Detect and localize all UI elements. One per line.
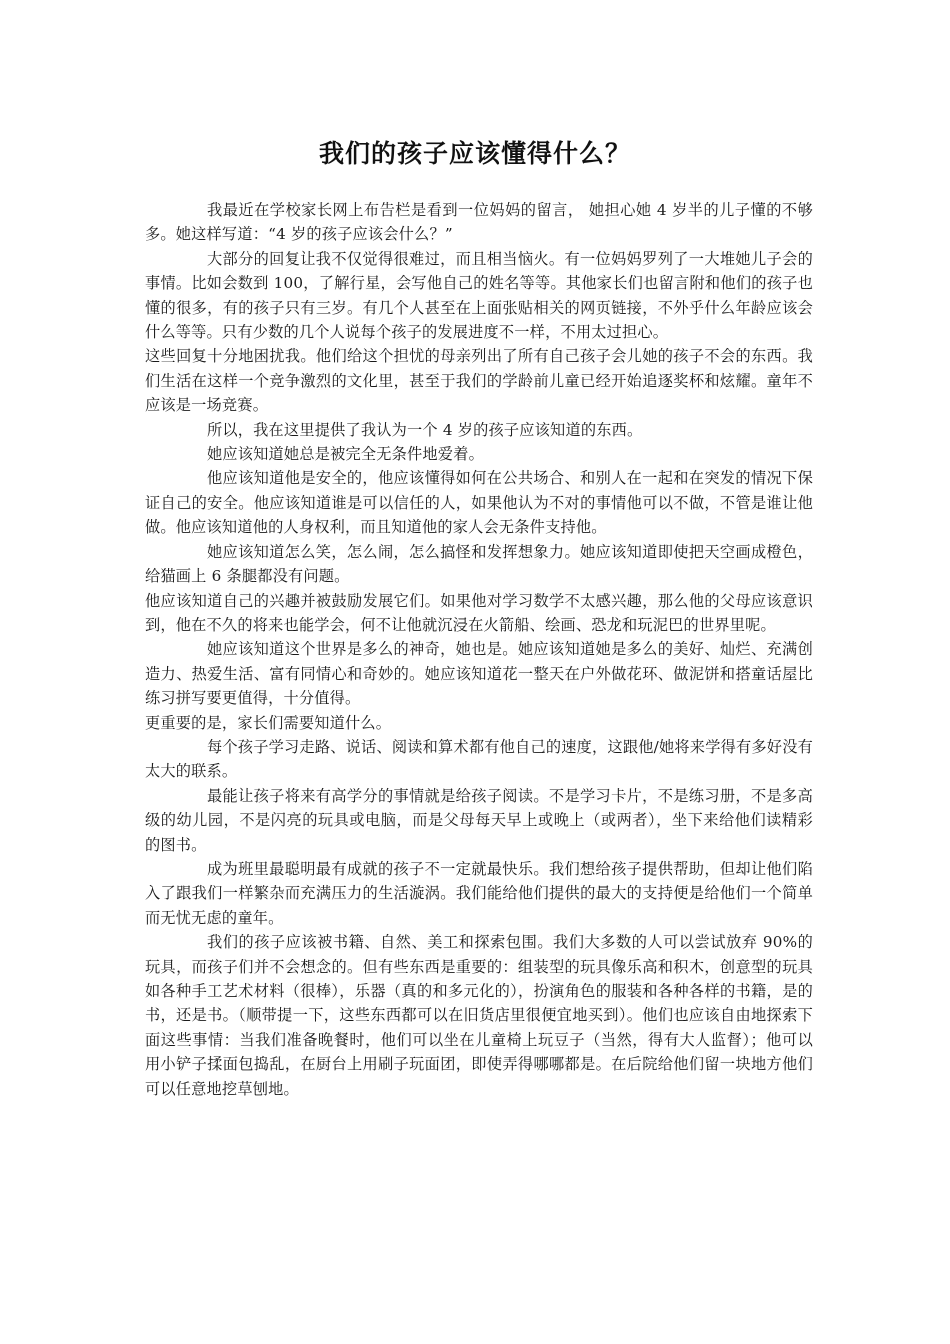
paragraph: 更重要的是，家长们需要知道什么。 — [145, 713, 392, 732]
paragraph: 她应该知道她总是被完全无条件地爱着。 — [207, 445, 484, 464]
paragraph: 我最近在学校家长网上布告栏是看到一位妈妈的留言， 她担心她 4 岁半的儿子懂的不够多。她这样写道：“4 岁的孩子应该会什么？” — [145, 201, 813, 244]
paragraph: 最能让孩子将来有高学分的事情就是给孩子阅读。不是学习卡片，不是练习册，不是多高级的幼儿园，不是闪亮的玩具或电脑，而是父母每天早上或晚上（或两者），坐下来给他们读精彩的图书。 — [145, 786, 813, 854]
paragraph: 成为班里最聪明最有成就的孩子不一定就最快乐。我们想给孩子提供帮助，但却让他们陷入了跟我们一样繁杂而充满压力的生活漩涡。我们能给他们提供的最大的支持便是给他们一个简单而无忧无虑的童年。 — [145, 859, 813, 927]
paragraph: 他应该知道他是安全的，他应该懂得如何在公共场合、和别人在一起和在突发的情况下保证自己的安全。他应该知道谁是可以信任的人，如果他认为不对的事情他可以不做，不管是谁让他做。他应该知道他的人身权利，而且知道他的家人会无条件支持他。 — [145, 469, 813, 537]
paragraph: 这些回复十分地困扰我。他们给这个担忧的母亲列出了所有自己孩子会儿她的孩子不会的东西。我们生活在这样一个竞争激烈的文化里，甚至于我们的学龄前儿童已经开始追逐奖杯和炫耀。童年不应该是一场竞赛。 — [145, 347, 813, 415]
paragraph: 她应该知道这个世界是多么的神奇，她也是。她应该知道她是多么的美好、灿烂、充满创造力、热爱生活、富有同情心和奇妙的。她应该知道花一整天在户外做花环、做泥饼和搭童话屋比练习拼写要更值得，十分值得。 — [145, 640, 813, 708]
paragraph: 所以，我在这里提供了我认为一个 4 岁的孩子应该知道的东西。 — [207, 420, 643, 439]
paragraph: 我们的孩子应该被书籍、自然、美工和探索包围。我们大多数的人可以尝试放弃 90%的玩具，而孩子们并不会想念的。但有些东西是重要的：组装型的玩具像乐高和积木，创意型的玩具如各种手工艺术材料（很棒），乐器（真的和多元化的），扮演角色的服装和各种各样的书籍，是的书，还是书。（顺带提一下，这些东西都可以在旧货店里很便宜地买到）。他们也应该自由地探索下面这些事情：当我们准备晚餐时，他们可以坐在儿童椅上玩豆子（当然，得有大人监督）；他可以用小铲子揉面包捣乱，在厨台上用刷子玩面团，即使弄得哪哪都是。在后院给他们留一块地方他们可以任意地挖草刨地。 — [145, 933, 813, 1098]
paragraph: 每个孩子学习走路、说话、阅读和算术都有他自己的速度，这跟他/她将来学得有多好没有太大的联系。 — [145, 737, 813, 781]
document-body — [145, 198, 813, 1101]
paragraph: 他应该知道自己的兴趣并被鼓励发展它们。如果他对学习数学不太感兴趣，那么他的父母应该意识到，他在不久的将来也能学会，何不让他就沉浸在火箭船、绘画、恐龙和玩泥巴的世界里呢。 — [145, 591, 813, 634]
paragraph: 她应该知道怎么笑，怎么闹，怎么搞怪和发挥想象力。她应该知道即使把天空画成橙色，给猫画上 6 条腿都没有问题。 — [145, 542, 813, 586]
document-title: 我们的孩子应该懂得什么？ — [318, 139, 631, 168]
paragraph: 大部分的回复让我不仅觉得很难过，而且相当恼火。有一位妈妈罗列了一大堆她儿子会的事情。比如会数到 100，了解行星，会写他自己的姓名等等。其他家长们也留言附和他们的孩子也懂的很多，有的孩子只有三岁。有几个人甚至在上面张贴相关的网页链接，不外乎什么年龄应该会什么等等。只有少数的几个人说每个孩子的发展进度不一样，不用太过担心。 — [145, 249, 813, 342]
